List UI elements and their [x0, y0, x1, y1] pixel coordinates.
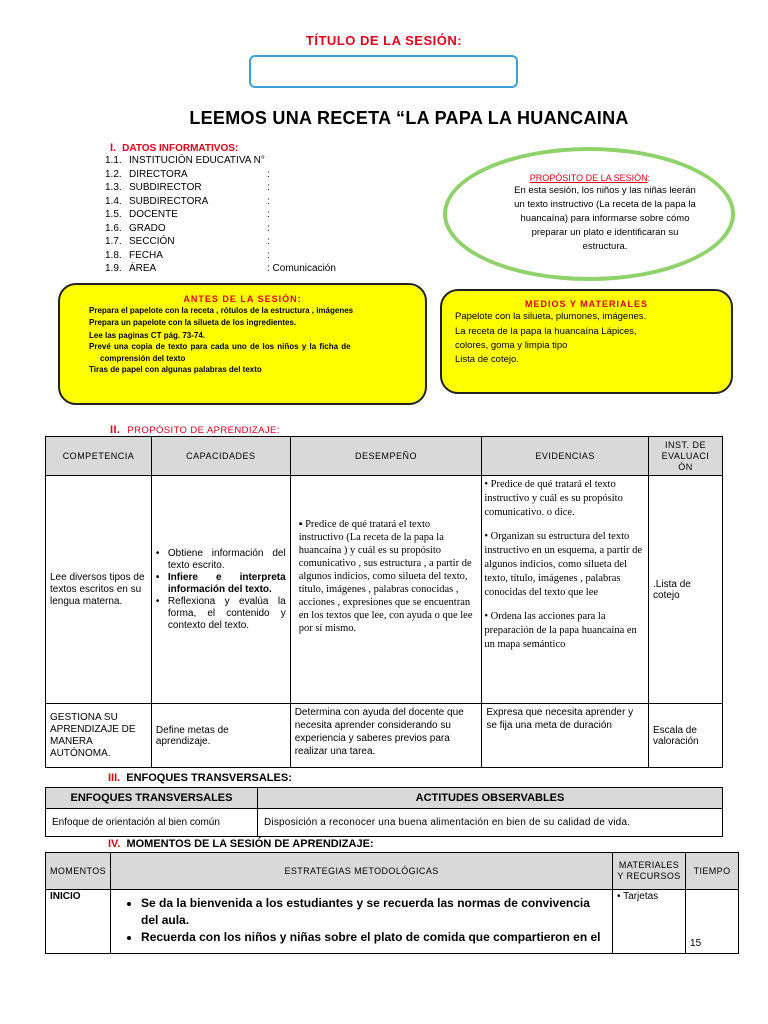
estrategia-item: • Recuerda con los niños y niñas sobre el plato de comida que compartieron en el	[141, 929, 608, 946]
datos-row-number: 1.9.	[105, 263, 122, 274]
estrategias-cell	[111, 890, 613, 954]
col-header-evidencias: EVIDENCIAS	[482, 437, 649, 476]
datos-row-label: INSTITUCIÓN EDUCATIVA N°	[129, 155, 265, 166]
instrumento-cell: .Lista de cotejo	[649, 476, 723, 704]
col-header-estrategias: ESTRATEGIAS METODOLÓGICAS	[111, 853, 613, 890]
datos-row-number: 1.1.	[105, 155, 122, 166]
proposito-aprendizaje-text: PROPÓSITO DE APRENDIZAJE:	[127, 425, 280, 436]
proposito-sesion-title-text: PROPÓSITO DE LA SESIÓN	[529, 173, 648, 183]
evidencia-item: • Organizan su estructura del texto instructivo en un esquema, a partir de algunos indicios, como silueta del texto, título, imágenes , palabras conocidas del texto que lee	[484, 531, 643, 598]
medios-line: Papelote con la silueta, plumones, imágenes.	[455, 311, 647, 322]
antes-line: Prepara el papelote con la receta , rótulos de la estructura , imágenes	[89, 306, 354, 315]
instrumento-cell: Escala de valoración	[649, 704, 723, 768]
datos-row-number: 1.3.	[105, 182, 122, 193]
momento-inicio-cell: INICIO	[46, 890, 111, 954]
desempeno-text: Predice de qué tratará el texto instructivo (La receta de la papa la huancaína ) y cuál es su propósito comunicativo , sus estructura , a partir de algunos indicios, como silueta del texto, título, imágenes , palabras conocidas , acciones , expresiones que se encuentran en los textos que lee, con ayuda o que lee por sí mismo.	[298, 519, 473, 634]
datos-row	[105, 250, 270, 261]
table-header-row	[46, 788, 723, 809]
session-title-label: TÍTULO DE LA SESIÓN:	[305, 33, 463, 48]
enfoques-heading-text: ENFOQUES TRANSVERSALES:	[126, 772, 292, 784]
enfoques-heading	[108, 772, 292, 784]
competencia-cell: Lee diversos tipos de textos escritos en su lengua materna.	[46, 476, 152, 704]
antes-line: Lee las paginas CT pág. 73-74.	[89, 331, 206, 340]
antes-line: Prepara un papelote con la silueta de los ingredientes.	[89, 318, 297, 327]
table-row	[46, 476, 723, 704]
antes-sesion-title: ANTES DE LA SESIÓN:	[183, 294, 302, 304]
capacidad-item: • Obtiene información del texto escrito.	[166, 548, 286, 572]
momentos-numeral: IV.	[108, 838, 121, 850]
competencia-cell: GESTIONA SU APRENDIZAJE DE MANERA AUTÓNOMA.	[46, 704, 152, 768]
medios-title: MEDIOS Y MATERIALES	[524, 299, 648, 309]
medios-line: Lista de cotejo.	[455, 354, 519, 365]
page-title: LEEMOS UNA RECETA “LA PAPA LA HUANCAINA	[189, 108, 629, 128]
desempeno-cell	[290, 476, 482, 704]
datos-row	[105, 209, 270, 220]
evidencias-cell: Expresa que necesita aprender y se fija una meta de duración	[482, 704, 649, 768]
datos-row-label: DOCENTE	[129, 209, 178, 220]
material-cell: • Tarjetas	[613, 890, 686, 954]
material-item: Tarjetas	[623, 891, 659, 902]
datos-row-value[interactable]: :	[267, 168, 270, 180]
datos-row-number: 1.7.	[105, 236, 122, 247]
datos-row-label: SECCIÓN	[129, 236, 175, 247]
datos-row-value[interactable]: :	[267, 195, 270, 207]
datos-row-label: SUBDIRECTORA	[129, 195, 209, 207]
datos-heading-text: DATOS INFORMATIVOS:	[122, 143, 239, 154]
datos-row-value[interactable]: : Comunicación	[267, 263, 336, 274]
proposito-aprendizaje-heading	[110, 424, 280, 436]
proposito-line: un texto instructivo (La receta de la papa la	[514, 199, 696, 210]
proposito-line: En esta sesión, los niños y las niñas leerán	[514, 185, 696, 196]
datos-row-value[interactable]: :	[267, 209, 270, 220]
proposito-line: huancaína) para informarse sobre cómo	[520, 213, 690, 224]
evidencia-text: Predice de qué tratará el texto instructivo y cuál es su propósito comunicativo. o dice.	[484, 479, 623, 518]
datos-row-label: ÁREA	[129, 263, 157, 274]
medios-line: colores, goma y limpia tipo	[455, 340, 568, 351]
proposito-aprendizaje-table	[45, 436, 723, 768]
proposito-sesion-text	[498, 184, 712, 254]
antes-line: Prevé una copia de texto para cada uno de los niños y la ficha de	[89, 342, 351, 351]
table-header-row	[46, 853, 739, 890]
datos-row-number: 1.4.	[105, 195, 122, 207]
bullet-icon: ▪	[298, 519, 306, 530]
datos-numeral: I.	[110, 142, 117, 154]
datos-row	[105, 155, 267, 166]
datos-row-value[interactable]: :	[267, 236, 270, 247]
tiempo-cell: 15	[686, 890, 739, 954]
medios-line: La receta de la papa la huancaína Lápices,	[455, 326, 637, 337]
enfoques-table	[45, 787, 723, 837]
datos-row-number: 1.2.	[105, 168, 122, 180]
datos-row	[105, 263, 336, 274]
table-row	[46, 890, 739, 954]
col-header-competencia: COMPETENCIA	[46, 437, 152, 476]
col-header-enfoques: ENFOQUES TRANSVERSALES	[46, 788, 258, 809]
col-header-actitudes: ACTITUDES OBSERVABLES	[258, 788, 723, 809]
enfoque-cell: Enfoque de orientación al bien común	[46, 809, 258, 837]
proposito-aprendizaje-numeral: II.	[110, 424, 121, 436]
datos-row	[105, 196, 270, 207]
col-header-instrumento: INST. DE EVALUACI ÓN	[649, 437, 723, 476]
capacidad-item: • Infiere e interpreta información del texto.	[166, 572, 286, 596]
table-row	[46, 809, 723, 837]
col-header-tiempo: TIEMPO	[686, 853, 739, 890]
capacidad-item: • Reflexiona y evalúa la forma, el contenido y contexto del texto.	[166, 596, 286, 632]
capacidades-cell	[151, 476, 290, 704]
datos-row	[105, 223, 270, 234]
actitud-cell: Disposición a reconocer una buena alimentación en bien de su calidad de vida.	[258, 809, 723, 837]
enfoques-numeral: III.	[108, 772, 121, 784]
datos-row	[105, 236, 270, 247]
datos-row-number: 1.5.	[105, 209, 122, 220]
antes-line: Tiras de papel con algunas palabras del texto	[89, 365, 262, 374]
momentos-heading-text: MOMENTOS DE LA SESIÓN DE APRENDIZAJE:	[126, 838, 374, 850]
table-row	[46, 704, 723, 768]
datos-row-value[interactable]: :	[267, 249, 270, 261]
datos-row-label: GRADO	[129, 222, 166, 234]
datos-row-label: FECHA	[129, 249, 163, 261]
session-title-field[interactable]	[249, 55, 518, 88]
evidencias-cell	[482, 476, 649, 704]
col-header-momentos: MOMENTOS	[46, 853, 111, 890]
proposito-sesion-colon: :	[647, 173, 651, 183]
proposito-sesion-title	[490, 173, 690, 183]
desempeno-cell: Determina con ayuda del docente que necesita aprender considerando su experiencia y saberes previos para realizar una tarea.	[290, 704, 482, 768]
datos-row	[105, 169, 270, 180]
estrategia-item: • Se da la bienvenida a los estudiantes y se recuerda las normas de convivencia del aula.	[141, 895, 608, 929]
datos-row	[105, 182, 270, 193]
col-header-desempeno: DESEMPEÑO	[290, 437, 482, 476]
evidencia-item: • Ordena las acciones para la preparación de la papa huancaína en un mapa semántico	[484, 611, 637, 650]
datos-row-label: SUBDIRECTOR	[129, 182, 202, 193]
col-header-materiales: MATERIALES Y RECURSOS	[613, 853, 686, 890]
datos-row-number: 1.8.	[105, 249, 122, 261]
col-header-capacidades: CAPACIDADES	[151, 437, 290, 476]
evidencia-text: Organizan su estructura del texto instructivo en un esquema, a partir de algunos indicios, como silueta del texto, título, imágenes , palabras conocidas del texto que lee	[484, 531, 643, 598]
momentos-table	[45, 852, 739, 954]
proposito-line: estructura.	[582, 241, 628, 252]
evidencia-item: • Predice de qué tratará el texto instructivo y cuál es su propósito comunicativo. o dice.	[484, 479, 623, 518]
datos-row-value[interactable]: :	[267, 222, 270, 234]
datos-heading	[110, 142, 238, 154]
datos-row-value[interactable]: :	[267, 182, 270, 193]
capacidades-cell: Define metas de aprendizaje.	[151, 704, 290, 768]
datos-row-number: 1.6.	[105, 222, 122, 234]
evidencia-text: Ordena las acciones para la preparación de la papa huancaína en un mapa semántico	[484, 611, 637, 650]
datos-row-label: DIRECTORA	[129, 168, 188, 180]
proposito-line: preparar un plato e identificaran su	[531, 227, 679, 238]
momentos-heading	[108, 838, 374, 850]
antes-line: comprensión del texto	[100, 354, 186, 363]
table-header-row	[46, 437, 723, 476]
